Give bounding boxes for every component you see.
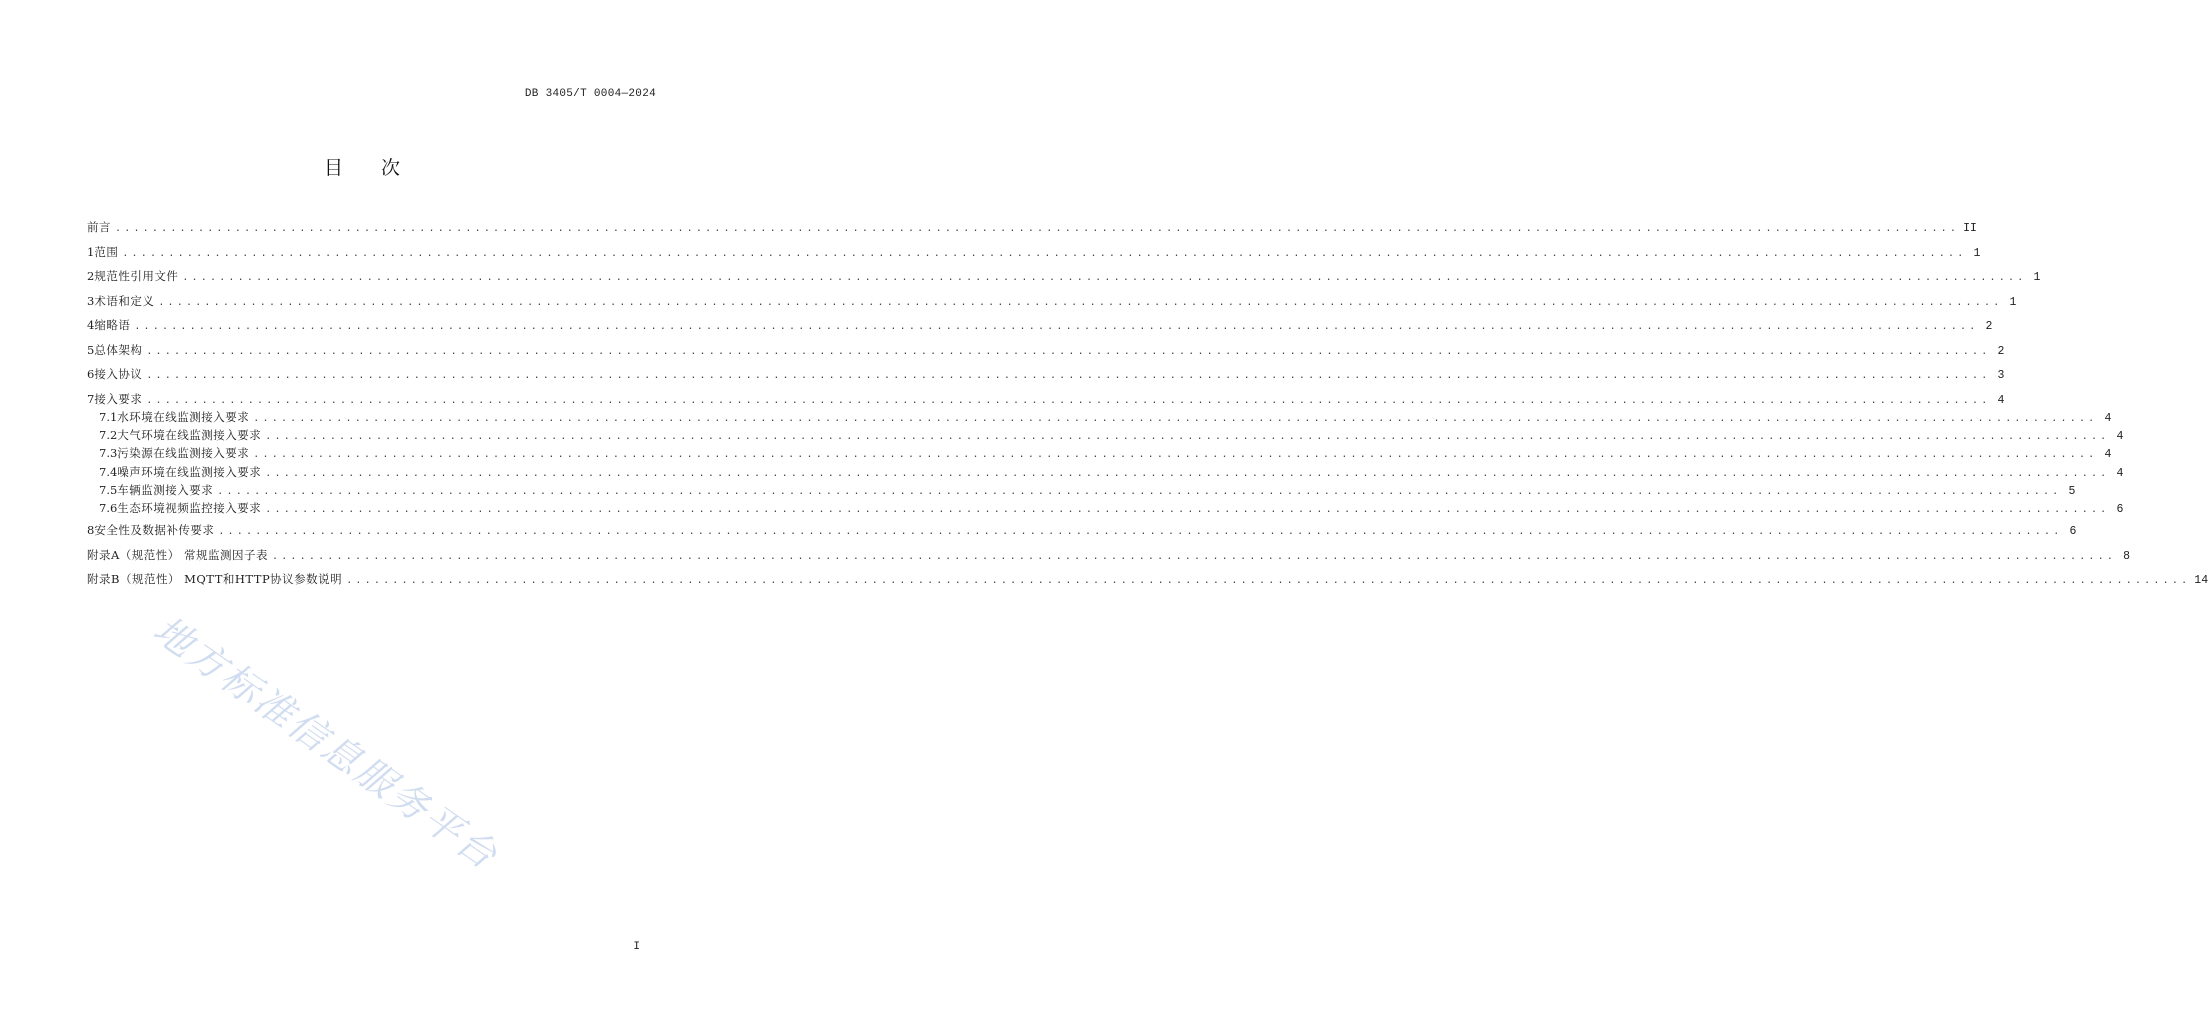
- toc-entry-label: 附录A（规范性） 常规监测因子表: [87, 547, 268, 562]
- toc-entry-page: 8: [2123, 549, 2131, 563]
- toc-leader-dots: ........................................................................................................................................................................................................: [265, 503, 2110, 515]
- toc-subentry[interactable]: [87, 482, 2076, 500]
- toc-leader-dots: ........................................................................................................................................................................................................: [134, 321, 1979, 332]
- toc-entry[interactable]: [87, 219, 1977, 244]
- toc-entry-label: 水环境在线监测接入要求: [117, 410, 250, 424]
- toc-entry-label: 车辆监测接入要求: [117, 482, 214, 497]
- toc-entry-number: 7.3: [99, 446, 118, 461]
- toc-entry-page: 4: [2104, 412, 2112, 425]
- toc-leader-dots: ........................................................................................................................................................................................................: [265, 467, 2110, 479]
- toc-entry-page: 2: [1997, 344, 2005, 358]
- toc-leader-dots: ........................................................................................................................................................................................................: [253, 413, 2098, 424]
- toc-entry-page: 4: [1997, 393, 2005, 407]
- toc-leader-dots: ........................................................................................................................................................................................................: [265, 431, 2110, 443]
- table-of-contents: [87, 219, 2208, 596]
- toc-entry[interactable]: [87, 268, 2041, 293]
- toc-subentry[interactable]: [87, 427, 2124, 445]
- toc-subentry[interactable]: [87, 445, 2112, 463]
- toc-entry-number: 7.2: [99, 428, 118, 443]
- toc-leader-dots: ........................................................................................................................................................................................................: [218, 526, 2063, 538]
- toc-entry-number: 7.6: [99, 500, 118, 515]
- toc-entry-number: 3: [87, 293, 95, 308]
- toc-entry-page: 3: [1997, 369, 2005, 382]
- toc-entry[interactable]: [87, 293, 2017, 318]
- toc-entry-number: 7.5: [99, 482, 118, 497]
- toc-entry-label: 术语和定义: [94, 293, 155, 308]
- toc-subentry[interactable]: [87, 464, 2124, 482]
- toc-entry[interactable]: [87, 571, 2208, 596]
- toc-entry-number: 8: [87, 523, 95, 538]
- toc-entry-number: 2: [87, 269, 95, 283]
- toc-entry-label: 污染源在线监测接入要求: [117, 446, 250, 461]
- toc-entry-label: 接入协议: [94, 367, 143, 381]
- toc-leader-dots: ........................................................................................................................................................................................................: [158, 296, 2003, 308]
- toc-entry-number: 7: [87, 391, 95, 406]
- toc-entry-page: 1: [1973, 246, 1981, 260]
- toc-entry-page: 14: [2194, 574, 2208, 588]
- toc-entry-page: 6: [2116, 502, 2124, 516]
- toc-entry-label: 接入要求: [94, 391, 143, 406]
- toc-entry-label: 前言: [87, 220, 111, 234]
- toc-entry-number: 6: [87, 367, 95, 381]
- toc-subentry[interactable]: [87, 500, 2124, 518]
- toc-entry-page: 1: [2009, 295, 2017, 309]
- toc-entry-page: 4: [2104, 448, 2112, 462]
- toc-leader-dots: ........................................................................................................................................................................................................: [115, 223, 1960, 234]
- toc-entry[interactable]: [87, 342, 2005, 367]
- toc-entry-label: 总体架构: [94, 342, 143, 357]
- toc-leader-dots: ........................................................................................................................................................................................................: [122, 247, 1967, 259]
- toc-entry-label: 生态环境视频监控接入要求: [117, 500, 262, 515]
- toc-entry-page: 1: [2033, 271, 2041, 284]
- toc-entry-label: 规范性引用文件: [94, 269, 179, 283]
- toc-entry-number: 7.4: [99, 464, 118, 479]
- toc-leader-dots: ........................................................................................................................................................................................................: [253, 449, 2098, 461]
- toc-entry-label: 噪声环境在线监测接入要求: [117, 464, 262, 479]
- document-code: DB 3405/T 0004—2024: [524, 88, 656, 100]
- toc-leader-dots: ........................................................................................................................................................................................................: [217, 485, 2062, 497]
- watermark: 地方标准信息服务平台: [145, 607, 507, 879]
- toc-entry-page: II: [1963, 222, 1977, 235]
- page-title: 目次: [323, 157, 438, 179]
- toc-leader-dots: ........................................................................................................................................................................................................: [146, 394, 1991, 406]
- toc-entry-number: 4: [87, 318, 95, 332]
- toc-leader-dots: ........................................................................................................................................................................................................: [146, 345, 1991, 357]
- toc-entry-page: 5: [2068, 484, 2076, 498]
- toc-entry[interactable]: [87, 244, 1981, 269]
- toc-entry-label: 安全性及数据补传要求: [94, 523, 215, 538]
- toc-subentry[interactable]: [87, 409, 2112, 427]
- toc-entry[interactable]: [87, 522, 2077, 547]
- toc-entry-page: 6: [2069, 525, 2077, 539]
- toc-entry-label: 缩略语: [94, 318, 131, 332]
- toc-entry-number: 7.1: [99, 410, 118, 424]
- toc-leader-dots: ........................................................................................................................................................................................................: [346, 575, 2191, 587]
- toc-entry[interactable]: [87, 317, 1993, 342]
- toc-entry[interactable]: [87, 366, 2005, 391]
- toc-entry-page: 4: [2116, 466, 2124, 480]
- toc-entry-page: 2: [1985, 320, 1993, 333]
- toc-entry-number: 5: [87, 342, 95, 357]
- toc-entry-page: 4: [2116, 430, 2124, 444]
- toc-entry[interactable]: [87, 547, 2131, 572]
- toc-entry-label: 大气环境在线监测接入要求: [117, 428, 262, 443]
- toc-entry-label: 附录B（规范性） MQTT和HTTP协议参数说明: [87, 572, 343, 587]
- toc-entry-number: 1: [87, 244, 95, 259]
- toc-leader-dots: ........................................................................................................................................................................................................: [182, 272, 2027, 283]
- toc-entry-label: 范围: [94, 244, 119, 259]
- page-number: I: [633, 941, 640, 953]
- toc-leader-dots: ........................................................................................................................................................................................................: [146, 370, 1991, 381]
- toc-leader-dots: ........................................................................................................................................................................................................: [271, 550, 2117, 562]
